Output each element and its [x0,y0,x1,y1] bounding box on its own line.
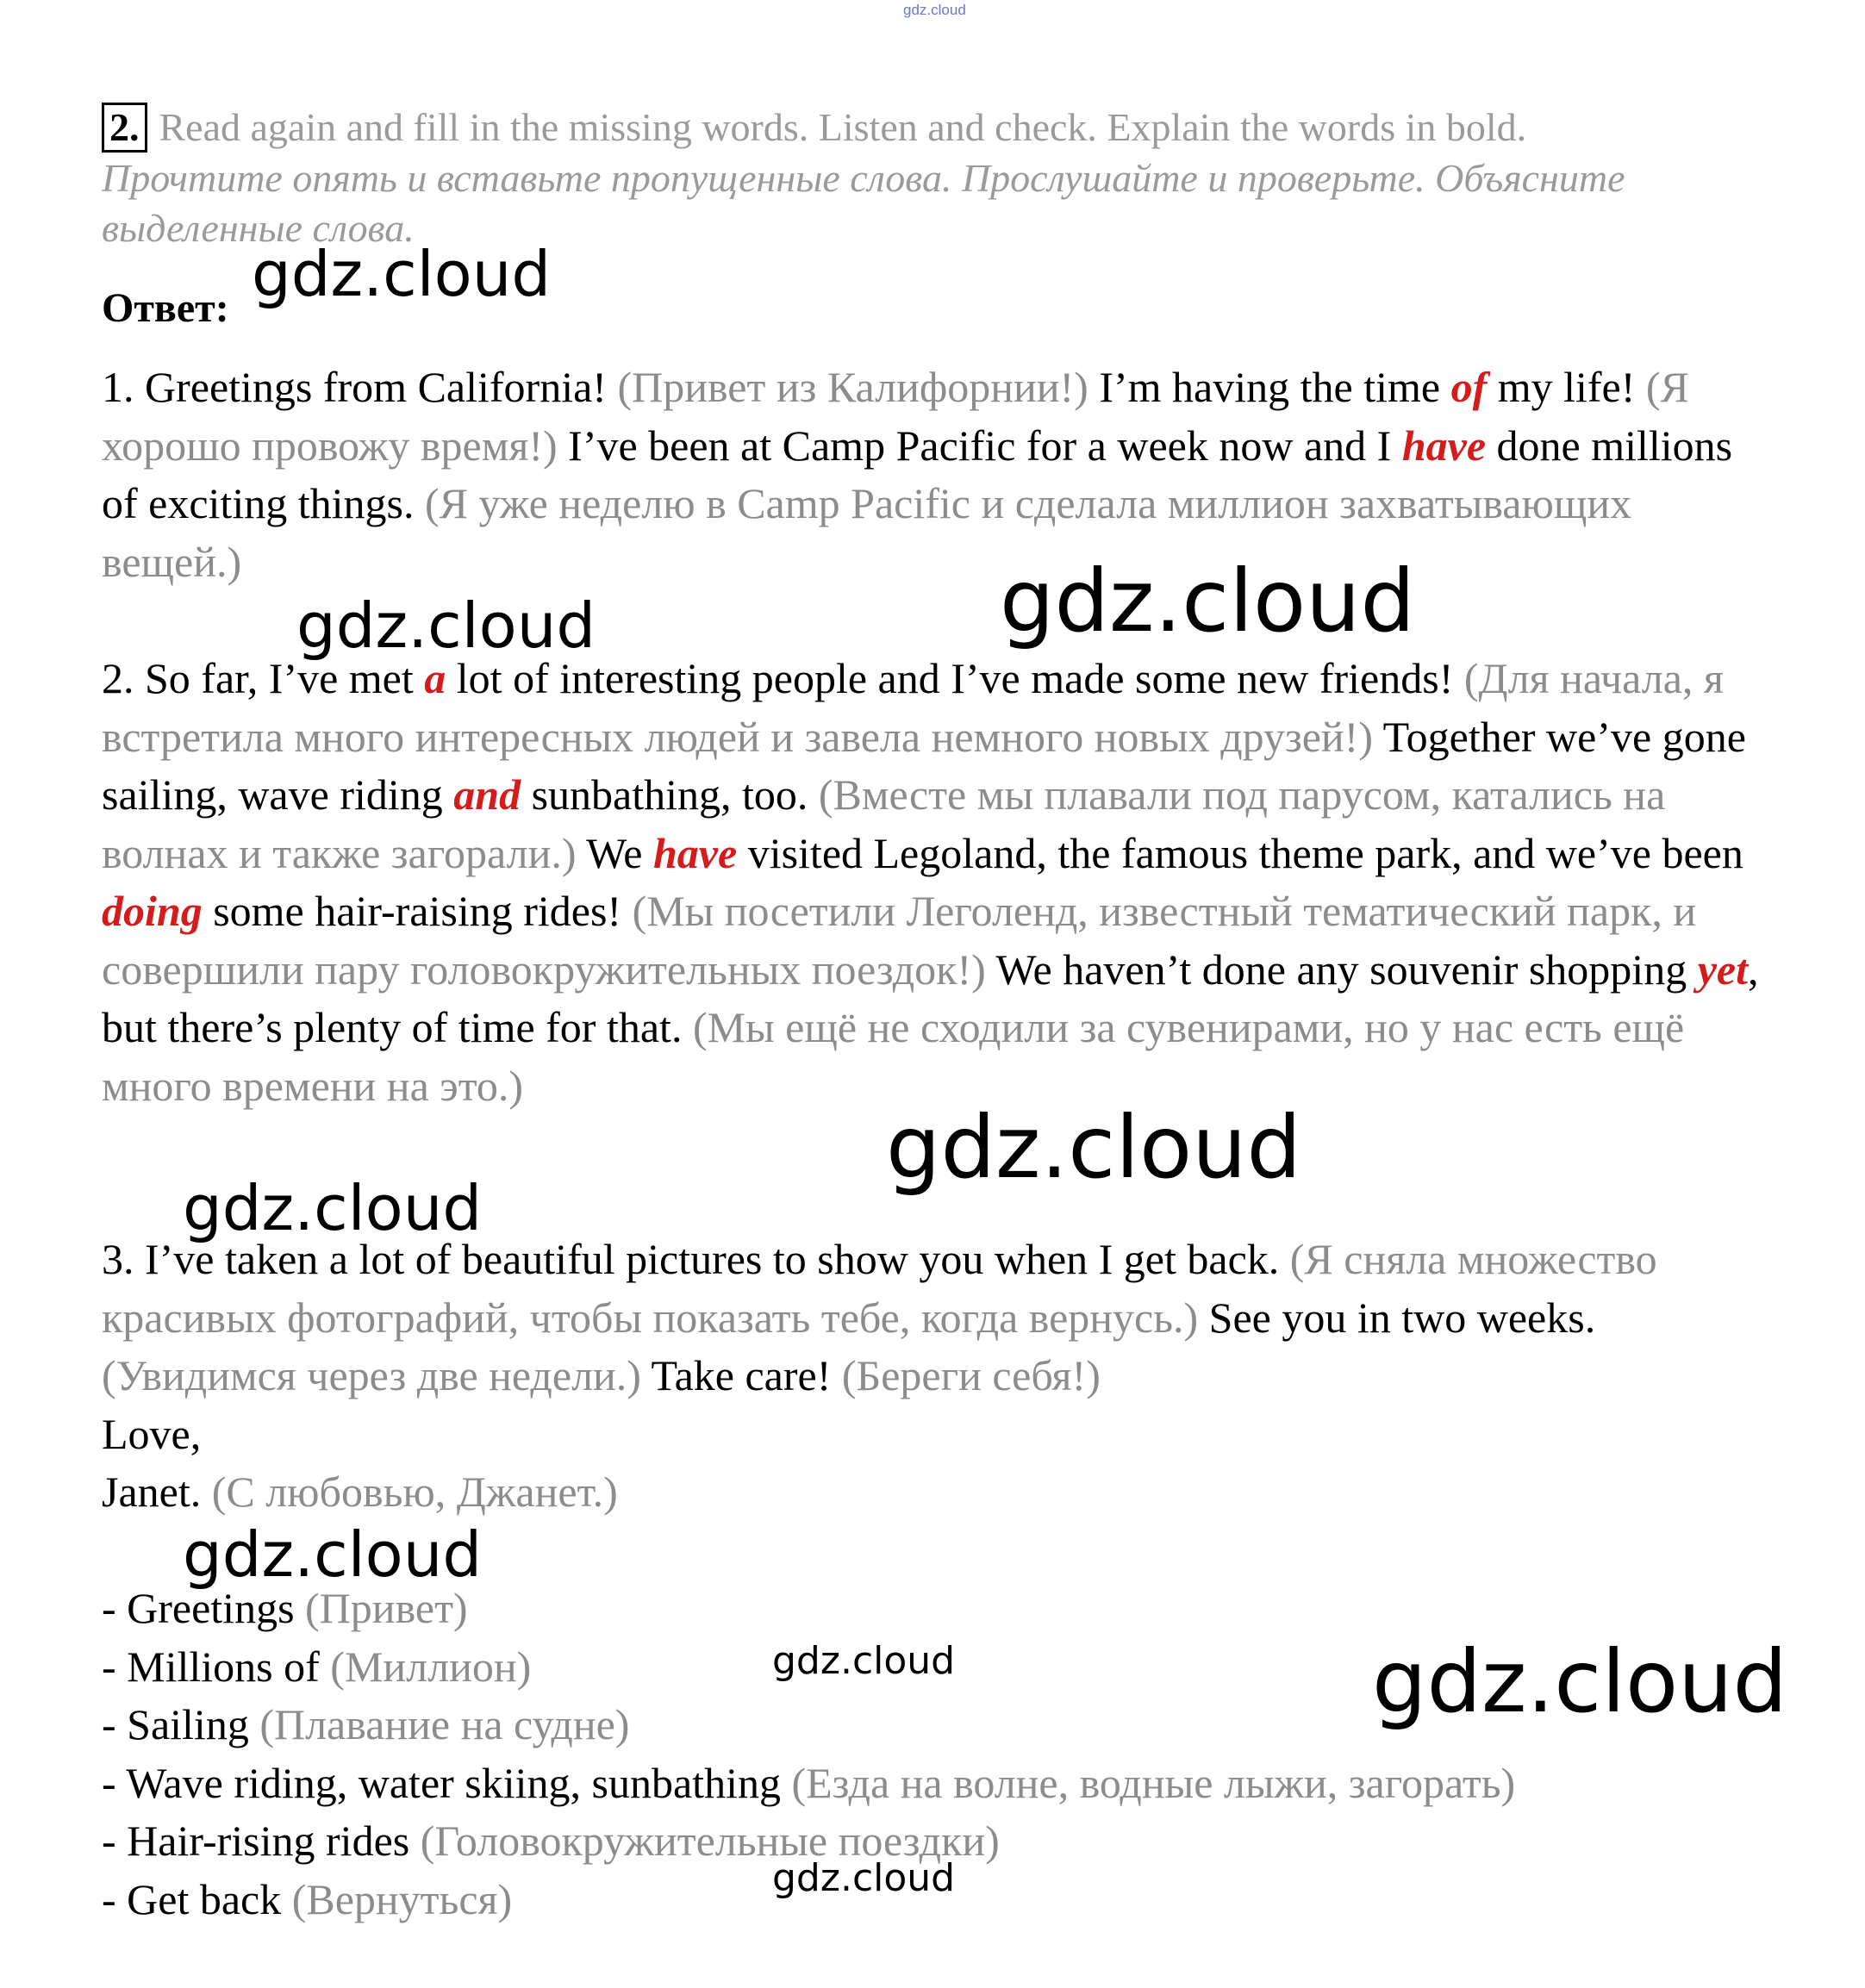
watermark: gdz.cloud [183,1172,483,1244]
p2-text-8: We haven’t done any souvenir shopping [985,944,1698,994]
p3-body [102,1231,1774,1405]
vocab-translation: (Плавание на судне) [259,1700,630,1748]
vocab-term: - Wave riding, water skiing, sunbathing [102,1758,792,1807]
p3-translation-2: (Увидимся через две недели.) [102,1351,641,1399]
p2-text-4: sunbathing, too. [521,770,819,819]
p1-translation-3: (Я уже неделю в Camp Pacific и сделала миллион захватывающих вещей.) [102,479,1632,586]
p3-text-1: 3. I’ve taken a lot of beautiful pictures to show you when I get back. [102,1235,1290,1283]
task-instruction-en-line [102,102,1782,153]
p3-translation-1: (Я сняла множество красивых фотографий, чтобы показать тебе, когда вернусь.) [102,1235,1657,1342]
vocab-translation: (Вернуться) [291,1874,513,1923]
vocab-translation: (Привет) [305,1584,468,1632]
task-number-box: 2. [102,103,147,153]
vocab-term: - Hair-rising rides [102,1817,421,1865]
p1-text-3: my life! [1487,363,1646,411]
vocab-term: - Greetings [102,1584,306,1632]
p3-text-2: See you in two weeks. [1198,1293,1596,1342]
vocab-term: - Millions of [102,1642,331,1691]
p2-filled-word-2: and [453,770,521,819]
answer-label: Ответ: [102,285,229,331]
p1-translation-2: (Я хорошо провожу время!) [102,363,1689,470]
watermark: gdz.cloud [1372,1631,1788,1732]
p1-text-2: I’m having the time [1088,363,1451,411]
p3-text-3: Take care! [640,1351,842,1399]
p3-signature-line [102,1463,1774,1522]
p3-name-translation: (С любовью, Джанет.) [201,1468,618,1516]
task-instruction-en: Read again and fill in the missing words. Listen and check. Explain the words in bold. [159,105,1527,149]
p1-text-4: I’ve been at Camp Pacific for a week now and I [557,421,1402,470]
p2-translation-4: (Мы ещё не сходили за сувенирами, но у нас есть ещё много времени на это.) [102,1003,1685,1110]
p2-translation-3: (Мы посетили Леголенд, известный тематический парк, и совершили пару головокружительных поездок!) [102,887,1697,994]
task-header [102,102,1782,253]
p1-text-1: 1. Greetings from California! [102,363,618,411]
p1-filled-word-1: of [1450,363,1488,411]
watermark: gdz.cloud [772,1639,956,1683]
p2-text-1: 2. So far, I’ve met [102,654,425,702]
p2-filled-word-5: yet [1697,944,1748,994]
p2-text-6: visited Legoland, the famous theme park, and we’ve been [737,828,1743,877]
p3-translation-3: (Береги себя!) [841,1351,1101,1399]
watermark: gdz.cloud [252,238,552,310]
task-instruction-ru-line2: выделенные слова. [102,206,415,250]
p2-translation-2: (Вместе мы плавали под парусом, катались на волнах и также загорали.) [102,770,1666,877]
watermark: gdz.cloud [886,1097,1302,1198]
watermark: gdz.cloud [1000,551,1416,651]
p2-text-3: Together we’ve gone sailing, wave riding [102,712,1746,819]
p2-text-7: some hair-raising rides! [202,887,633,935]
p2-text-9: , but there’s plenty of time for that. [102,944,1759,1051]
task-instruction-ru-line1: Прочтите опять и вставьте пропущенные слова. Прослушайте и проверьте. Объясните [102,156,1625,200]
p1-text-5: done millions of exciting things. [102,421,1733,527]
p2-filled-word-4: doing [102,887,203,935]
watermark: gdz.cloud [772,1856,956,1900]
vocab-translation: (Головокружительные поездки) [420,1817,1000,1865]
vocab-translation: (Миллион) [330,1642,532,1691]
p1-filled-word-2: have [1401,421,1487,470]
p2-filled-word-1: a [424,654,446,702]
watermark: gdz.cloud [296,589,596,662]
p1-translation-1: (Привет из Калифорнии!) [617,363,1088,411]
vocab-term: - Get back [102,1874,292,1923]
p3-love: Love, [102,1409,202,1458]
p2-filled-word-3: have [652,828,738,877]
paragraph-3 [102,1231,1774,1522]
watermark: gdz.cloud [183,1518,483,1591]
p3-name: Janet. [102,1468,202,1516]
p2-text-2: lot of interesting people and I’ve made some new friends! [446,654,1464,702]
p2-translation-1: (Для начала, я встретила много интересных людей и завела немного новых друзей!) [102,654,1724,761]
p2-text-5: We [576,828,653,877]
paragraph-1 [102,358,1774,591]
top-watermark: gdz.cloud [903,2,966,18]
vocab-term: - Sailing [102,1700,260,1748]
vocab-item [102,1754,1791,1813]
paragraph-2 [102,650,1774,1115]
vocab-translation: (Езда на волне, водные лыжи, загорать) [791,1758,1516,1807]
